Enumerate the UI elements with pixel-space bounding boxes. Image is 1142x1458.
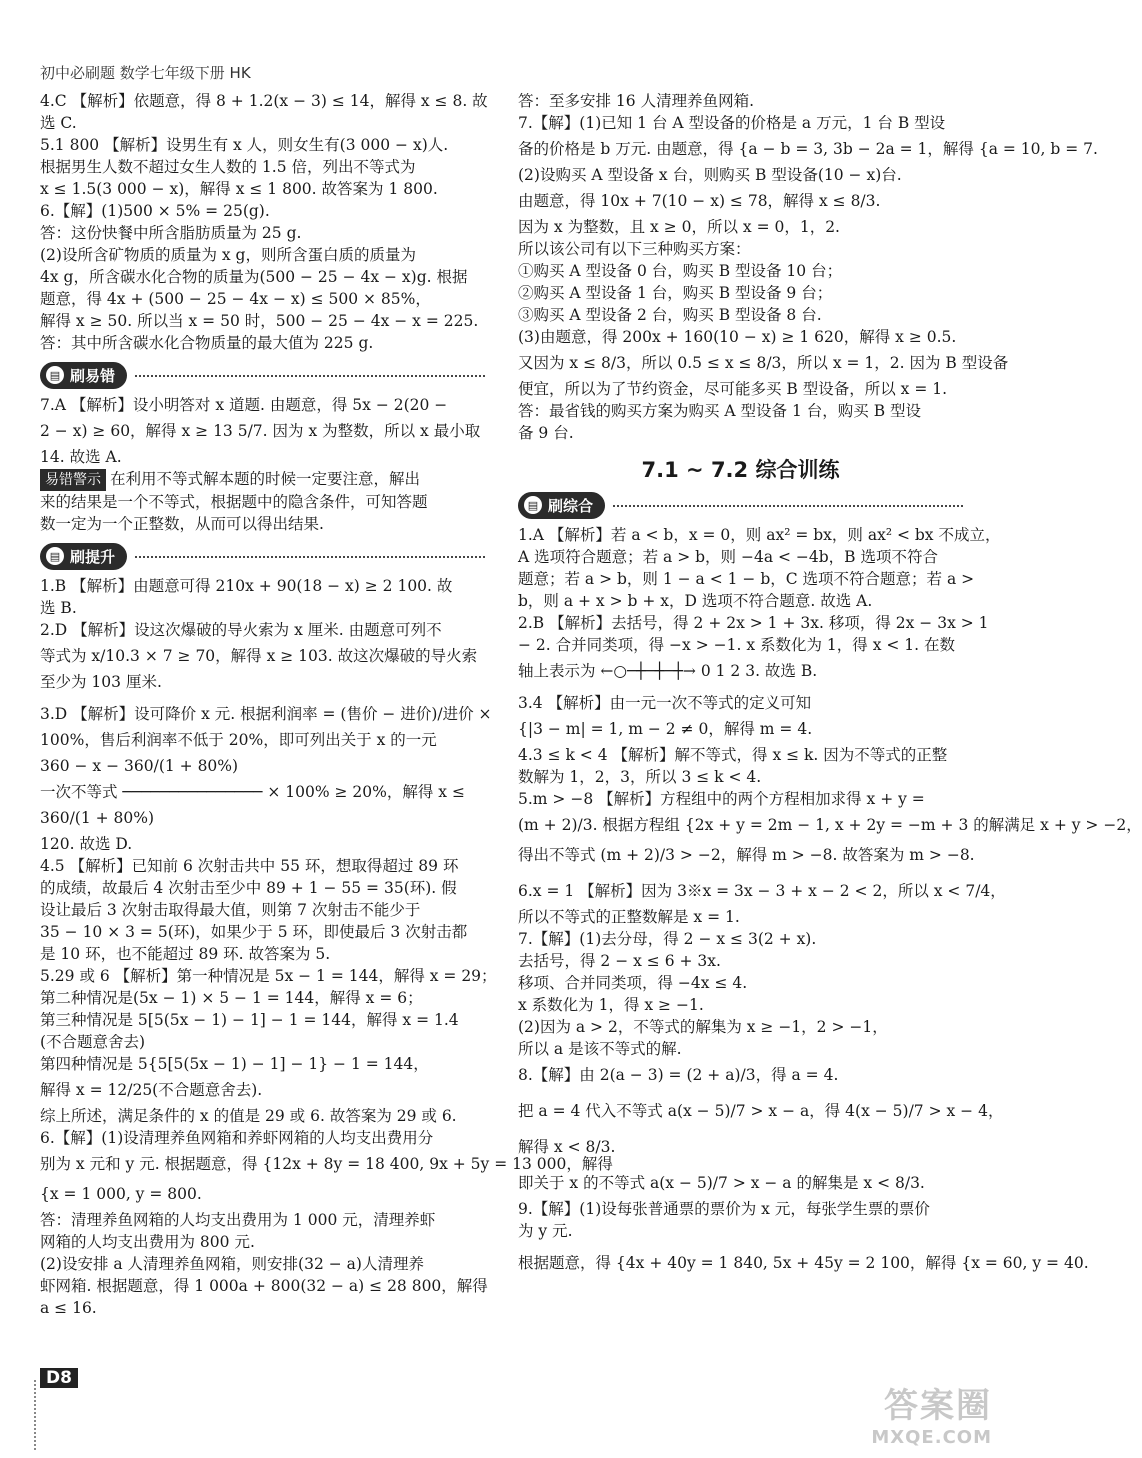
book-icon: ▤ bbox=[46, 547, 64, 565]
text-line bbox=[40, 1127, 485, 1149]
text-line bbox=[40, 943, 485, 965]
line-text: 至少为 103 厘米. bbox=[40, 673, 162, 691]
text-line bbox=[518, 714, 963, 744]
dotted-rule bbox=[135, 374, 485, 377]
line-text: 又因为 x ≤ 8/3，所以 0.5 ≤ x ≤ 8/3，所以 x = 1，2. 因为 B 型设备 bbox=[518, 354, 1009, 372]
page-number: D8 bbox=[40, 1368, 78, 1388]
text-line bbox=[518, 590, 963, 612]
text-line bbox=[40, 921, 485, 943]
text-line bbox=[40, 1209, 485, 1231]
line-text: 2 − x) ≥ 60，解得 x ≥ 13 5/7. 因为 x 为整数，所以 x 最小取 bbox=[40, 422, 481, 440]
line-text: 解得 x = 12/25(不合题意舍去). bbox=[40, 1081, 263, 1099]
text-line bbox=[518, 400, 963, 422]
line-text: 综上所述，满足条件的 x 的值是 29 或 6. 故答案为 29 或 6. bbox=[40, 1107, 457, 1125]
text-line bbox=[40, 310, 485, 332]
line-text: 根据男生人数不超过女生人数的 1.5 倍，列出不等式为 bbox=[40, 158, 416, 176]
line-text: 答：最省钱的购买方案为购买 A 型设备 1 台，购买 B 型设 bbox=[518, 402, 922, 420]
text-line bbox=[40, 751, 485, 781]
line-text: 题意，得 4x + (500 − 25 − 4x − x) ≤ 500 × 85%， bbox=[40, 290, 431, 308]
book-icon: ▤ bbox=[524, 496, 542, 514]
text-line bbox=[40, 156, 485, 178]
line-text: a ≤ 16. bbox=[40, 1299, 97, 1317]
line-text: 来的结果是一个不等式，根据题中的隐含条件，可知答题 bbox=[40, 493, 428, 511]
text-line bbox=[518, 788, 963, 810]
line-text: 答：其中所含碳水化合物质量的最大值为 225 g. bbox=[40, 334, 374, 352]
text-line bbox=[40, 1075, 485, 1105]
warning-tag: 易错警示 bbox=[40, 469, 106, 491]
line-text: 数一定为一个正整数，从而可以得出结果. bbox=[40, 515, 324, 533]
watermark-logo-text: 答案圈 bbox=[884, 1386, 992, 1426]
line-text: 备的价格是 b 万元. 由题意，得 {a − b = 3, 3b − 2a = 1，解得 {a = 10, b = 7. bbox=[518, 140, 1098, 158]
line-text: 6.【解】(1)500 × 5% = 25(g). bbox=[40, 202, 270, 220]
text-line bbox=[518, 282, 963, 304]
text-line bbox=[518, 876, 1006, 906]
line-text: 在利用不等式解本题的时候一定要注意，解出 bbox=[110, 470, 421, 488]
line-text: 第三种情况是 5[5(5x − 1) − 1] − 1 = 144，解得 x = 1.4 bbox=[40, 1011, 459, 1029]
text-line bbox=[40, 222, 485, 244]
line-text: 移项、合并同类项，得 −4x ≤ 4. bbox=[518, 974, 748, 992]
line-text: (2)设购买 A 型设备 x 台，则购买 B 型设备(10 − x)台. bbox=[518, 166, 902, 184]
line-text: 4x g，所含碳水化合物的质量为(500 − 25 − 4x − x)g. 根据 bbox=[40, 268, 468, 286]
text-line bbox=[40, 833, 485, 855]
line-text: 第四种情况是 5{5[5(5x − 1) − 1] − 1} − 1 = 144， bbox=[40, 1055, 429, 1073]
text-line bbox=[518, 422, 963, 444]
line-text: 7.【解】(1)去分母，得 2 − x ≤ 3(2 + x). bbox=[518, 930, 817, 948]
text-line bbox=[40, 1009, 485, 1031]
margin-dots bbox=[34, 1380, 36, 1450]
line-text: 便宜，所以为了节约资金，尽可能多买 B 型设备，所以 x = 1. bbox=[518, 380, 948, 398]
text-line bbox=[518, 1016, 963, 1038]
line-text: 7.A 【解析】设小明答对 x 道题. 由题意，得 5x − 2(20 − bbox=[40, 396, 448, 414]
text-line bbox=[40, 641, 485, 671]
line-text: 解得 x ≥ 50. 所以当 x = 50 时，500 − 25 − 4x − x = 225. bbox=[40, 312, 479, 330]
line-text: 3.4 【解析】由一元一次不等式的定义可知 bbox=[518, 694, 812, 712]
text-line bbox=[40, 1297, 485, 1319]
text-line bbox=[40, 468, 485, 491]
line-text: 3.D 【解析】设可降价 x 元. 根据利润率 = (售价 − 进价)/进价 × bbox=[40, 705, 492, 723]
text-line bbox=[518, 840, 975, 870]
text-line bbox=[518, 1096, 1004, 1126]
text-line bbox=[518, 1132, 963, 1162]
line-text: 5.29 或 6 【解析】第一种情况是 5x − 1 = 144，解得 x = 29； bbox=[40, 967, 497, 985]
text-line bbox=[40, 699, 492, 729]
text-line bbox=[518, 238, 963, 260]
line-text: b，则 a + x > b + x，D 选项不符合题意. 故选 A. bbox=[518, 592, 873, 610]
line-text: 选 B. bbox=[40, 599, 77, 617]
line-text: 把 a = 4 代入不等式 a(x − 5)/7 > x − a，得 4(x − 5)/7 > x − 4， bbox=[518, 1102, 1004, 1120]
text-line bbox=[40, 332, 485, 354]
line-text: x 系数化为 1，得 x ≥ −1. bbox=[518, 996, 704, 1014]
text-line bbox=[518, 972, 963, 994]
text-line bbox=[40, 244, 485, 266]
text-line bbox=[518, 546, 963, 568]
text-line bbox=[40, 200, 485, 222]
line-text: 别为 x 元和 y 元. 根据题意，得 {12x + 8y = 18 400, 9x + 5y = 13 000，解得 bbox=[40, 1155, 613, 1173]
text-line bbox=[518, 692, 963, 714]
text-line bbox=[40, 729, 485, 751]
line-text: ①购买 A 型设备 0 台，购买 B 型设备 10 台； bbox=[518, 262, 843, 280]
text-line bbox=[518, 134, 1098, 164]
line-text: 2.B 【解析】去括号，得 2 + 2x > 1 + 3x. 移项，得 2x − 3x > 1 bbox=[518, 614, 989, 632]
dotted-rule bbox=[135, 555, 485, 558]
text-line bbox=[40, 1053, 485, 1075]
section-heading bbox=[40, 541, 485, 571]
page-header: 初中必刷题 数学七年级下册 HK bbox=[40, 64, 251, 82]
book-icon: ▤ bbox=[46, 366, 64, 384]
text-line bbox=[40, 1105, 485, 1127]
line-text: ③购买 A 型设备 2 台，购买 B 型设备 8 台. bbox=[518, 306, 822, 324]
text-line bbox=[40, 1031, 485, 1053]
line-text: 为 y 元. bbox=[518, 1222, 573, 1240]
text-line bbox=[518, 326, 963, 348]
text-line bbox=[40, 288, 485, 310]
line-text: 备 9 台. bbox=[518, 424, 574, 442]
line-text: 2.D 【解析】设这次爆破的导火索为 x 厘米. 由题意可列不 bbox=[40, 621, 442, 639]
line-text: 9.【解】(1)设每张普通票的票价为 x 元，每张学生票的票价 bbox=[518, 1200, 930, 1218]
text-line bbox=[518, 216, 963, 238]
text-line bbox=[40, 597, 485, 619]
line-text: 网箱的人均支出费用为 800 元. bbox=[40, 1233, 255, 1251]
text-line bbox=[518, 1060, 963, 1090]
line-text: 选 C. bbox=[40, 114, 77, 132]
text-line bbox=[40, 855, 485, 877]
watermark-url: MXQE.COM bbox=[871, 1427, 992, 1448]
line-text: (2)因为 a > 2，不等式的解集为 x ≥ −1，2 > −1， bbox=[518, 1018, 888, 1036]
text-line bbox=[40, 513, 485, 535]
line-text: A 选项符合题意；若 a > b，则 −4a < −4b，B 选项不符合 bbox=[518, 548, 938, 566]
text-line bbox=[40, 1149, 613, 1179]
line-text: {x = 1 000, y = 800. bbox=[40, 1185, 202, 1203]
line-text: 因为 x 为整数，且 x ≥ 0，所以 x = 0，1，2. bbox=[518, 218, 840, 236]
section-badge bbox=[40, 543, 127, 570]
line-text: 4.C 【解析】依题意，得 8 + 1.2(x − 3) ≤ 14，解得 x ≤ 8. 故 bbox=[40, 92, 488, 110]
line-text: 100%，售后利润率不低于 20%，即可列出关于 x 的一元 bbox=[40, 731, 437, 749]
text-line bbox=[40, 394, 485, 416]
line-text: 360/(1 + 80%) bbox=[40, 809, 155, 827]
line-text: 解得 x < 8/3. bbox=[518, 1138, 616, 1156]
line-text: 6.【解】(1)设清理养鱼网箱和养虾网箱的人均支出费用分 bbox=[40, 1129, 434, 1147]
text-line bbox=[518, 304, 963, 326]
line-text: 题意；若 a > b，则 1 − a < 1 − b，C 选项不符合题意；若 a > bbox=[518, 570, 975, 588]
watermark bbox=[871, 1378, 992, 1448]
text-line bbox=[518, 90, 963, 112]
text-line bbox=[40, 266, 485, 288]
text-line bbox=[40, 134, 485, 156]
section-label: 刷易错 bbox=[70, 366, 116, 385]
text-line bbox=[518, 766, 963, 788]
line-text: 得出不等式 (m + 2)/3 > −2，解得 m > −8. 故答案为 m > −8. bbox=[518, 846, 975, 864]
text-line bbox=[40, 1275, 488, 1297]
line-text: 5.1 800 【解析】设男生有 x 人，则女生有(3 000 − x)人. bbox=[40, 136, 449, 154]
text-line bbox=[518, 634, 963, 656]
text-line bbox=[518, 744, 963, 766]
text-line bbox=[518, 906, 963, 928]
line-text: x ≤ 1.5(3 000 − x)，解得 x ≤ 1 800. 故答案为 1 800. bbox=[40, 180, 438, 198]
line-text: 第二种情况是(5x − 1) × 5 − 1 = 144，解得 x = 6； bbox=[40, 989, 423, 1007]
section-badge bbox=[518, 492, 605, 519]
text-line bbox=[40, 671, 485, 693]
line-text: − 2. 合并同类项，得 −x > −1. x 系数化为 1，得 x < 1. 在数 bbox=[518, 636, 956, 654]
line-text: 根据题意，得 {4x + 40y = 1 840, 5x + 45y = 2 100，解得 {x = 60, y = 40. bbox=[518, 1254, 1089, 1272]
line-text: 是 10 环，也不能超过 89 环. 故答案为 5. bbox=[40, 945, 331, 963]
text-line bbox=[518, 612, 989, 634]
text-line bbox=[40, 987, 485, 1009]
text-line bbox=[40, 803, 485, 833]
line-text: 数解为 1，2，3，所以 3 ≤ k < 4. bbox=[518, 768, 762, 786]
line-text: 120. 故选 D. bbox=[40, 835, 133, 853]
text-line bbox=[518, 1248, 1089, 1278]
text-line bbox=[518, 260, 963, 282]
line-text: 6.x = 1 【解析】因为 3※x = 3x − 3 + x − 2 < 2，所以 x < 7/4， bbox=[518, 882, 1006, 900]
line-text: 35 − 10 × 3 = 5(环)，如果少于 5 环，即使最后 3 次射击都 bbox=[40, 923, 468, 941]
section-label: 刷提升 bbox=[70, 547, 116, 566]
text-line bbox=[40, 112, 485, 134]
line-text: 设让最后 3 次射击取得最大值，则第 7 次射击不能少于 bbox=[40, 901, 421, 919]
line-text: 8.【解】由 2(a − 3) = (2 + a)/3，得 a = 4. bbox=[518, 1066, 839, 1084]
text-line bbox=[518, 164, 963, 186]
line-text: 由题意，得 10x + 7(10 − x) ≤ 78，解得 x ≤ 8/3. bbox=[518, 192, 881, 210]
section-heading bbox=[518, 490, 963, 520]
line-text: 7.【解】(1)已知 1 台 A 型设备的价格是 a 万元，1 台 B 型设 bbox=[518, 114, 946, 132]
text-line bbox=[518, 568, 975, 590]
section-heading bbox=[40, 360, 485, 390]
text-line bbox=[40, 877, 485, 899]
text-line bbox=[40, 446, 485, 468]
section-label: 刷综合 bbox=[548, 496, 594, 515]
line-text: 所以不等式的正整数解是 x = 1. bbox=[518, 908, 740, 926]
text-line bbox=[518, 378, 963, 400]
text-line bbox=[40, 1253, 485, 1275]
text-line bbox=[40, 1231, 485, 1253]
line-text: 答：清理养鱼网箱的人均支出费用为 1 000 元，清理养虾 bbox=[40, 1211, 436, 1229]
text-line bbox=[518, 524, 1001, 546]
line-text: 一次不等式 ─────────────── × 100% ≥ 20%，解得 x ≤ bbox=[40, 783, 465, 801]
line-text: 1.B 【解析】由题意可得 210x + 90(18 − x) ≥ 2 100. 故 bbox=[40, 577, 453, 595]
line-text: ②购买 A 型设备 1 台，购买 B 型设备 9 台； bbox=[518, 284, 833, 302]
text-line bbox=[40, 1179, 485, 1209]
line-text: 所以该公司有以下三种购买方案： bbox=[518, 240, 751, 258]
text-line bbox=[518, 928, 963, 950]
text-line bbox=[40, 416, 485, 446]
line-text: 360 − x − 360/(1 + 80%) bbox=[40, 757, 239, 775]
line-text: 即关于 x 的不等式 a(x − 5)/7 > x − a 的解集是 x < 8/3. bbox=[518, 1174, 925, 1192]
line-text: 所以 a 是该不等式的解. bbox=[518, 1040, 682, 1058]
line-text: 5.m > −8 【解析】方程组中的两个方程相加求得 x + y = bbox=[518, 790, 925, 808]
line-text: 1.A 【解析】若 a < b，x = 0，则 ax² = bx，则 ax² < bx 不成立， bbox=[518, 526, 1001, 544]
text-line bbox=[40, 491, 485, 513]
section-badge bbox=[40, 362, 127, 389]
line-text: (m + 2)/3. 根据方程组 {2x + y = 2m − 1, x + 2y = −m + 3 的解满足 x + y > −2， bbox=[518, 816, 1142, 834]
text-line bbox=[40, 178, 485, 200]
text-line bbox=[518, 950, 963, 972]
text-line bbox=[40, 575, 485, 597]
text-line bbox=[40, 781, 485, 803]
text-line bbox=[518, 1198, 963, 1220]
line-text: 去括号，得 2 − x ≤ 6 + 3x. bbox=[518, 952, 721, 970]
text-line bbox=[40, 899, 485, 921]
text-line bbox=[518, 1168, 963, 1198]
section-title: 7.1 ~ 7.2 综合训练 bbox=[641, 458, 840, 482]
text-line bbox=[518, 810, 1142, 840]
line-text: 4.3 ≤ k < 4 【解析】解不等式，得 x ≤ k. 因为不等式的正整 bbox=[518, 746, 948, 764]
line-text: 4.5 【解析】已知前 6 次射击共中 55 环，想取得超过 89 环 bbox=[40, 857, 459, 875]
line-text: (3)由题意，得 200x + 160(10 − x) ≥ 1 620，解得 x ≥ 0.5. bbox=[518, 328, 957, 346]
text-line bbox=[518, 348, 1009, 378]
text-line bbox=[518, 112, 963, 134]
line-text: 虾网箱. 根据题意，得 1 000a + 800(32 − a) ≤ 28 800，解得 bbox=[40, 1277, 488, 1295]
text-line bbox=[518, 186, 963, 216]
text-line bbox=[518, 1220, 963, 1242]
text-line bbox=[40, 619, 485, 641]
line-text: (2)设所含矿物质的质量为 x g，则所含蛋白质的质量为 bbox=[40, 246, 416, 264]
text-line bbox=[40, 90, 488, 112]
line-text: 的成绩，故最后 4 次射击至少中 89 + 1 − 55 = 35(环). 假 bbox=[40, 879, 457, 897]
line-text: 14. 故选 A. bbox=[40, 448, 122, 466]
line-text: 答：至多安排 16 人清理养鱼网箱. bbox=[518, 92, 755, 110]
right-column bbox=[518, 90, 1142, 1278]
line-text: (2)设安排 a 人清理养鱼网箱，则安排(32 − a)人清理养 bbox=[40, 1255, 424, 1273]
text-line bbox=[518, 994, 963, 1016]
dotted-rule bbox=[613, 504, 963, 507]
line-text: 答：这份快餐中所含脂肪质量为 25 g. bbox=[40, 224, 302, 242]
text-line bbox=[40, 965, 497, 987]
line-text: (不合题意舍去) bbox=[40, 1033, 146, 1051]
line-text: 等式为 x/10.3 × 7 ≥ 70，解得 x ≥ 103. 故这次爆破的导火索 bbox=[40, 647, 478, 665]
line-text: {|3 − m| = 1, m − 2 ≠ 0，解得 m = 4. bbox=[518, 720, 813, 738]
line-text: 轴上表示为 ←○─┼─┼─┼→ 0 1 2 3. 故选 B. bbox=[518, 662, 818, 680]
text-line bbox=[518, 656, 963, 686]
text-line bbox=[518, 1038, 963, 1060]
